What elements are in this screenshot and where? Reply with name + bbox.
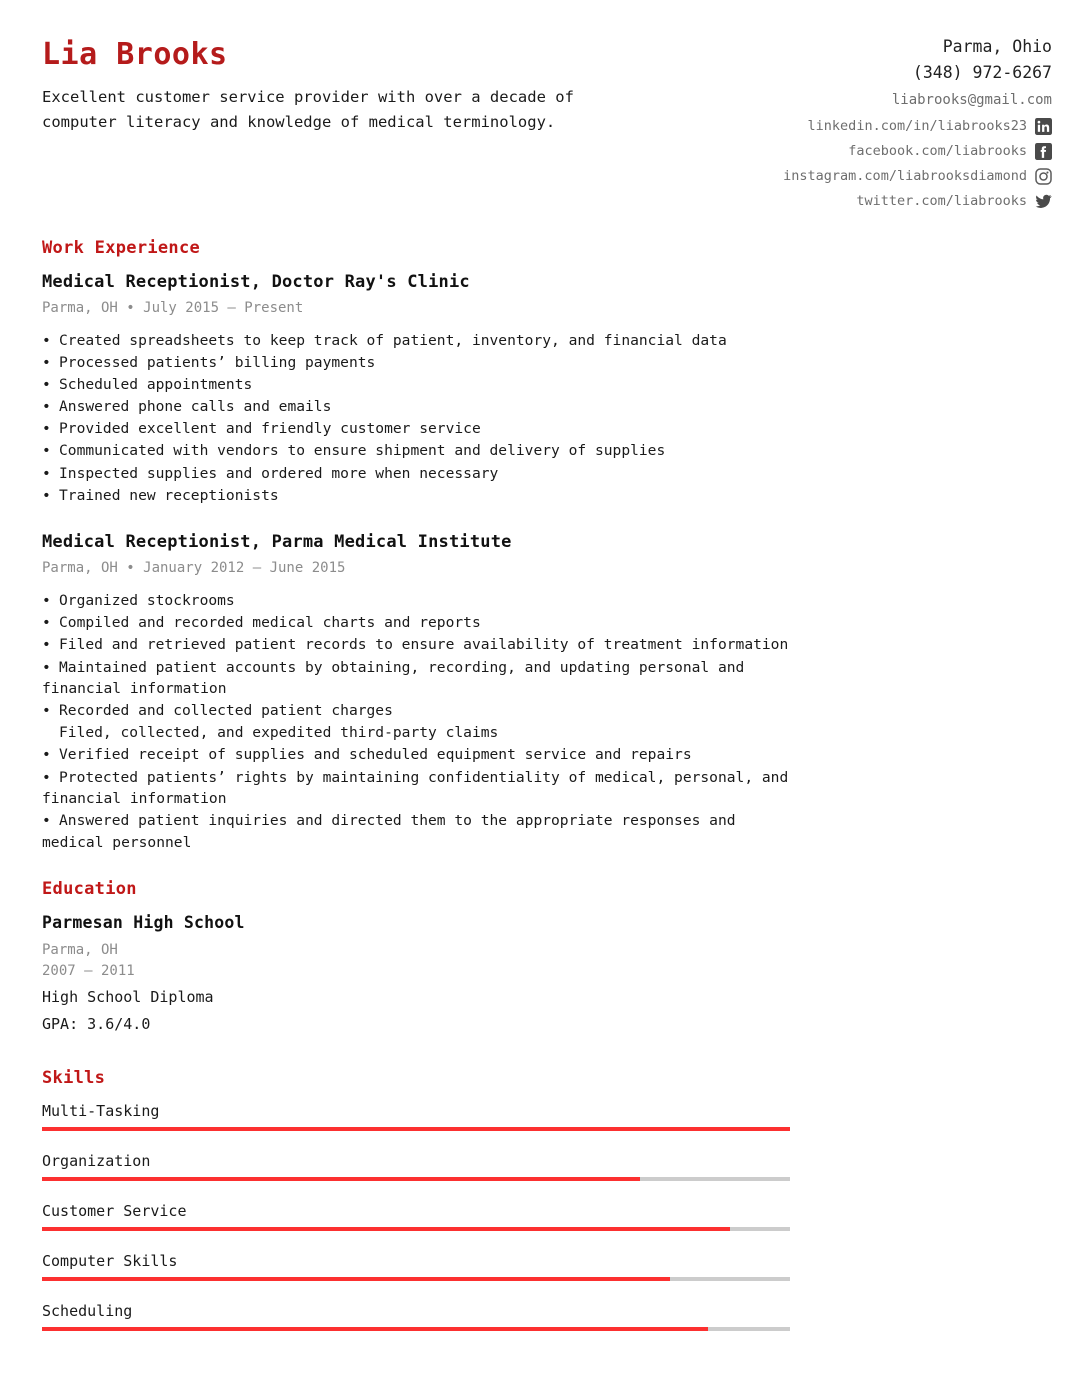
education-years: 2007 — 2011 (42, 963, 135, 980)
skill-progress-fill (42, 1177, 640, 1181)
skill-label: Organization (42, 1152, 151, 1171)
bullet-marker: • (42, 768, 51, 786)
job-bullet (42, 330, 794, 352)
education-gpa: GPA: 3.6/4.0 (42, 1015, 151, 1034)
bullet-marker: • (42, 746, 51, 764)
facebook-icon (1035, 143, 1052, 160)
contact-email[interactable]: liabrooks@gmail.com (891, 92, 1052, 108)
job-bullet (42, 590, 794, 612)
job-bullet (42, 657, 794, 700)
bullet-marker: • (42, 442, 51, 460)
twitter-icon (1035, 193, 1052, 210)
job-bullet (42, 396, 794, 418)
bullet-marker: • (42, 592, 51, 610)
job-bullet (42, 463, 794, 485)
job-bullet (42, 767, 794, 810)
bullet-marker: • (42, 614, 51, 632)
bullet-text: Organized stockrooms (59, 592, 235, 610)
bullet-marker: • (42, 658, 51, 676)
job-bullet (42, 352, 794, 374)
job-bullet-list (42, 330, 794, 506)
section-title-skills: Skills (42, 1068, 106, 1089)
bullet-text: Created spreadsheets to keep track of patient, inventory, and financial data (59, 332, 727, 349)
bullet-text: Scheduled appointments (59, 376, 253, 394)
bullet-marker: • (42, 486, 51, 504)
candidate-name: Lia Brooks (42, 37, 228, 72)
skill-progress-track (42, 1277, 790, 1281)
job-meta: Parma, OH • January 2012 — June 2015 (42, 560, 346, 577)
job-bullet (42, 810, 794, 853)
social-link-instagram-label: instagram.com/liabrooksdiamond (783, 168, 1027, 184)
skill-row (42, 1302, 1052, 1331)
work-experience-list (42, 272, 1052, 853)
bullet-text: Answered patient inquiries and directed them to the appropriate responses and medical personnel (42, 812, 736, 851)
job-title: Medical Receptionist, Doctor Ray's Clinic (42, 272, 470, 292)
job-bullet (42, 744, 794, 766)
bullet-text: Verified receipt of supplies and scheduled equipment service and repairs (59, 746, 692, 764)
education-entry (42, 913, 1052, 1036)
bullet-text: Filed, collected, and expedited third-party claims (59, 724, 499, 742)
bullet-text: Filed and retrieved patient records to ensure availability of treatment information (59, 636, 789, 654)
job-bullet-list (42, 590, 794, 853)
bullet-text: Recorded and collected patient charges (59, 702, 393, 720)
bullet-marker: • (42, 812, 51, 830)
skill-row (42, 1202, 1052, 1231)
skill-progress-fill (42, 1327, 708, 1331)
resume-header (42, 30, 1052, 212)
job-bullet (42, 440, 794, 462)
social-link-linkedin[interactable] (752, 115, 1052, 137)
skill-progress-track (42, 1177, 790, 1181)
skill-label: Scheduling (42, 1302, 133, 1321)
skill-progress-fill (42, 1127, 790, 1131)
bullet-text: Communicated with vendors to ensure shipment and delivery of supplies (59, 442, 666, 460)
bullet-text: Provided excellent and friendly customer service (59, 420, 481, 438)
bullet-marker: • (42, 464, 51, 482)
skill-row (42, 1152, 1052, 1181)
contact-block (752, 30, 1052, 212)
skill-progress-track (42, 1227, 790, 1231)
section-title-education: Education (42, 879, 137, 900)
social-link-facebook-label: facebook.com/liabrooks (848, 143, 1027, 159)
skill-progress-fill (42, 1277, 670, 1281)
job-bullet (42, 612, 794, 634)
skills-list (42, 1102, 1052, 1331)
bullet-text: Inspected supplies and ordered more when necessary (59, 464, 499, 482)
job-title: Medical Receptionist, Parma Medical Institute (42, 532, 512, 553)
skill-progress-track (42, 1127, 790, 1131)
section-title-work-experience: Work Experience (42, 238, 201, 258)
social-link-twitter[interactable] (752, 190, 1052, 212)
bullet-marker: • (42, 420, 51, 438)
bullet-marker: • (42, 398, 51, 416)
skill-row (42, 1252, 1052, 1281)
skill-progress-fill (42, 1227, 730, 1231)
social-link-twitter-label: twitter.com/liabrooks (856, 193, 1027, 209)
education-school: Parmesan High School (42, 913, 245, 933)
linkedin-icon (1035, 118, 1052, 135)
education-degree: High School Diploma (42, 988, 214, 1007)
header-identity (42, 30, 642, 135)
job-meta: Parma, OH • July 2015 — Present (42, 300, 304, 316)
skill-row (42, 1102, 1052, 1131)
bullet-marker: • (42, 354, 51, 372)
bullet-text: Trained new receptionists (59, 486, 279, 504)
job-bullet (42, 722, 794, 744)
skill-progress-track (42, 1327, 790, 1331)
bullet-text: Protected patients’ rights by maintaining confidentiality of medical, personal, and financial information (42, 768, 789, 808)
bullet-marker: • (42, 376, 51, 394)
skill-label: Customer Service (42, 1202, 187, 1221)
bullet-text: Answered phone calls and emails (59, 398, 332, 416)
bullet-text: Processed patients’ billing payments (59, 354, 376, 372)
social-link-facebook[interactable] (752, 140, 1052, 162)
bullet-marker: • (42, 702, 51, 720)
bullet-text: Maintained patient accounts by obtaining, recording, and updating personal and financial information (42, 658, 745, 698)
contact-phone[interactable]: (348) 972-6267 (912, 63, 1052, 82)
job-bullet (42, 700, 794, 722)
bullet-text: Compiled and recorded medical charts and reports (59, 614, 481, 632)
job-bullet (42, 634, 794, 656)
job-entry (42, 272, 1052, 506)
job-entry (42, 532, 1052, 853)
education-location: Parma, OH (42, 942, 118, 959)
professional-summary: Excellent customer service provider with over a decade of computer literacy and knowledge of medical terminology. (42, 88, 574, 131)
job-bullet (42, 485, 794, 507)
instagram-icon (1035, 168, 1052, 185)
social-link-linkedin-label: linkedin.com/in/liabrooks23 (807, 118, 1027, 134)
bullet-marker: • (42, 332, 51, 349)
skill-label: Multi-Tasking (42, 1102, 160, 1121)
skill-label: Computer Skills (42, 1252, 178, 1271)
job-bullet (42, 374, 794, 396)
job-bullet (42, 418, 794, 440)
bullet-marker: • (42, 636, 51, 654)
social-link-instagram[interactable] (752, 165, 1052, 187)
contact-location: Parma, Ohio (942, 37, 1052, 56)
